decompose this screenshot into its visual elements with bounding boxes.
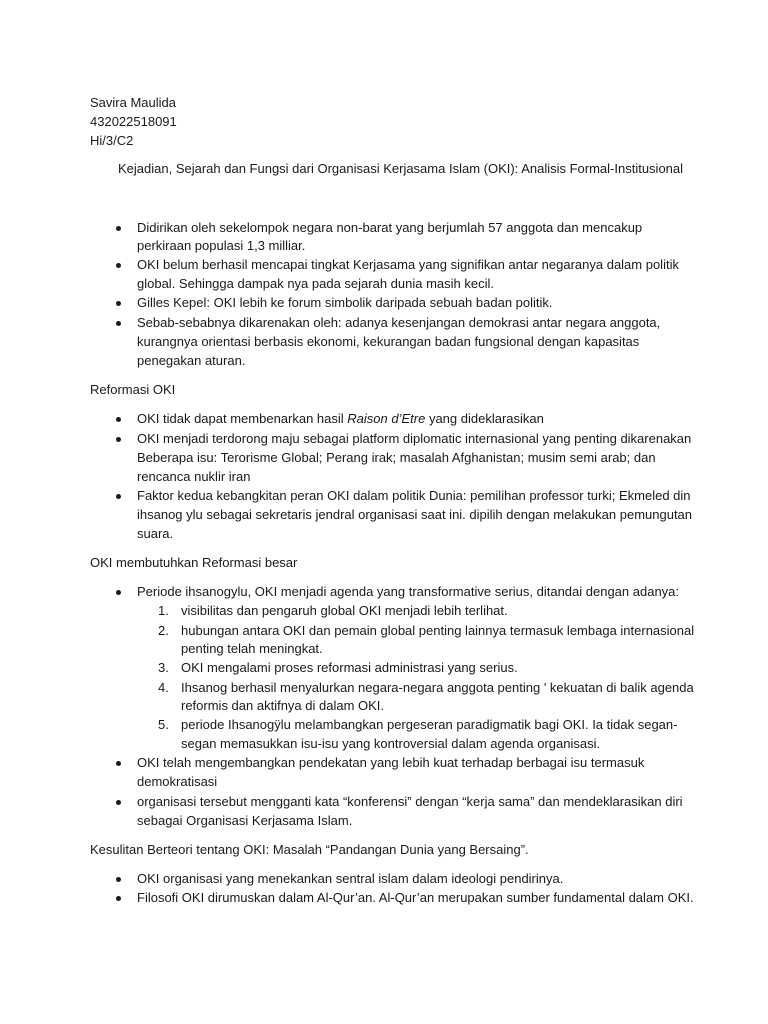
section2-bullet-2-line-1: OKI telah mengembangkan pendekatan yang lebih kuat terhadap berbagai isu termasuk <box>137 755 645 770</box>
section1-bullet-1: OKI tidak dapat membenarkan hasil Raison d’Etre yang dideklarasikan <box>137 411 544 426</box>
numbered-item-3-line-1: OKI mengalami proses reformasi administrasi yang serius. <box>181 660 518 675</box>
section3-bullet-1: OKI organisasi yang menekankan sentral islam dalam ideologi pendirinya. <box>137 871 564 886</box>
section1-bullet-2-line-2: Beberapa isu: Terorisme Global; Perang irak; masalah Afghanistan; musim semi arab; dan <box>137 450 656 465</box>
class-code: Hi/3/C2 <box>90 133 134 148</box>
list-number: 5. <box>158 717 169 732</box>
bullet-marker <box>116 590 121 595</box>
section1-bullet-3-line-2: ihsanog ylu sebagai sekretaris jendral organisasi saat ini. dipilih dengan melakukan pemungutan <box>137 507 693 522</box>
bullet-marker <box>116 301 121 306</box>
intro-bullet-2-line-1: OKI belum berhasil mencapai tingkat Kerjasama yang signifikan antar negaranya dalam politik <box>137 257 679 272</box>
author-name: Savira Maulida <box>90 95 176 110</box>
numbered-item-5-line-1: periode Ihsanogÿlu melambangkan pergeseran paradigmatik bagi OKI. Ia tidak segan- <box>181 717 678 732</box>
section1-bullet-3-line-3: suara. <box>137 526 174 541</box>
list-number: 1. <box>158 603 169 618</box>
bullet-marker <box>116 877 121 882</box>
bullet-marker <box>116 417 121 422</box>
numbered-item-5-line-2: segan memasukkan isu-isu yang kontroversial dalam agenda organisasi. <box>181 736 601 751</box>
section2-bullet-2-line-2: demokratisasi <box>137 774 218 789</box>
section2-bullet-3-line-2: sebagai Organisasi Kerjasama Islam. <box>137 813 353 828</box>
bullet-marker <box>116 896 121 901</box>
numbered-item-4-line-2: reformis dan aktifnya di dalam OKI. <box>181 698 385 713</box>
bullet-marker <box>116 437 121 442</box>
numbered-item-2-line-1: hubungan antara OKI dan pemain global penting lainnya termasuk lembaga internasional <box>181 623 695 638</box>
section-heading-reformasi: Reformasi OKI <box>90 382 176 397</box>
numbered-item-4-line-1: Ihsanog berhasil menyalurkan negara-negara anggota penting ' kekuatan di balik agenda <box>181 680 694 695</box>
intro-bullet-2-line-2: global. Sehingga dampak nya pada sejarah dunia masih kecil. <box>137 276 495 291</box>
section3-bullet-2: Filosofi OKI dirumuskan dalam Al-Qur’an. Al-Qur’an merupakan sumber fundamental dalam OKI. <box>137 890 694 905</box>
document-title: Kejadian, Sejarah dan Fungsi dari Organisasi Kerjasama Islam (OKI): Analisis Formal-Institusional <box>118 161 684 176</box>
list-number: 2. <box>158 623 169 638</box>
bullet-marker <box>116 800 121 805</box>
bullet-marker <box>116 761 121 766</box>
intro-bullet-4-line-3: penegakan aturan. <box>137 353 246 368</box>
section-heading-kesulitan: Kesulitan Berteori tentang OKI: Masalah “Pandangan Dunia yang Bersaing”. <box>90 842 529 857</box>
section1-bullet-2-line-3: rencanca nuklir iran <box>137 469 251 484</box>
list-number: 4. <box>158 680 169 695</box>
student-id: 432022518091 <box>90 114 177 129</box>
section1-bullet-2-line-1: OKI menjadi terdorong maju sebagai platform diplomatic internasional yang penting dikarenakan <box>137 431 692 446</box>
intro-bullet-1-line-1: Didirikan oleh sekelompok negara non-barat yang berjumlah 57 anggota dan mencakup <box>137 220 643 235</box>
bullet-marker <box>116 263 121 268</box>
bullet-marker <box>116 494 121 499</box>
section1-bullet-3-line-1: Faktor kedua kebangkitan peran OKI dalam politik Dunia: pemilihan professor turki; Ekmeled din <box>137 488 691 503</box>
numbered-item-2-line-2: penting telah meningkat. <box>181 641 323 656</box>
intro-bullet-3-line-1: Gilles Kepel: OKI lebih ke forum simbolik daripada sebuah badan politik. <box>137 295 553 310</box>
intro-bullet-1-line-2: perkiraan populasi 1,3 milliar. <box>137 238 306 253</box>
section-heading-reformasi-besar: OKI membutuhkan Reformasi besar <box>90 555 298 570</box>
bullet-marker <box>116 226 121 231</box>
numbered-item-1-line-1: visibilitas dan pengaruh global OKI menjadi lebih terlihat. <box>181 603 508 618</box>
list-number: 3. <box>158 660 169 675</box>
italic-term: Raison d’Etre <box>347 411 426 426</box>
intro-bullet-4-line-1: Sebab-sebabnya dikarenakan oleh: adanya kesenjangan demokrasi antar negara anggota, <box>137 315 661 330</box>
section2-bullet-intro: Periode ihsanogylu, OKI menjadi agenda yang transformative serius, ditandai dengan adanya: <box>137 584 680 599</box>
intro-bullet-4-line-2: kurangnya orientasi berbasis ekonomi, kekurangan badan fungsional dengan kapasitas <box>137 334 640 349</box>
section2-bullet-3-line-1: organisasi tersebut mengganti kata “konferensi” dengan “kerja sama” dan mendeklarasikan diri <box>137 794 683 809</box>
bullet-marker <box>116 321 121 326</box>
